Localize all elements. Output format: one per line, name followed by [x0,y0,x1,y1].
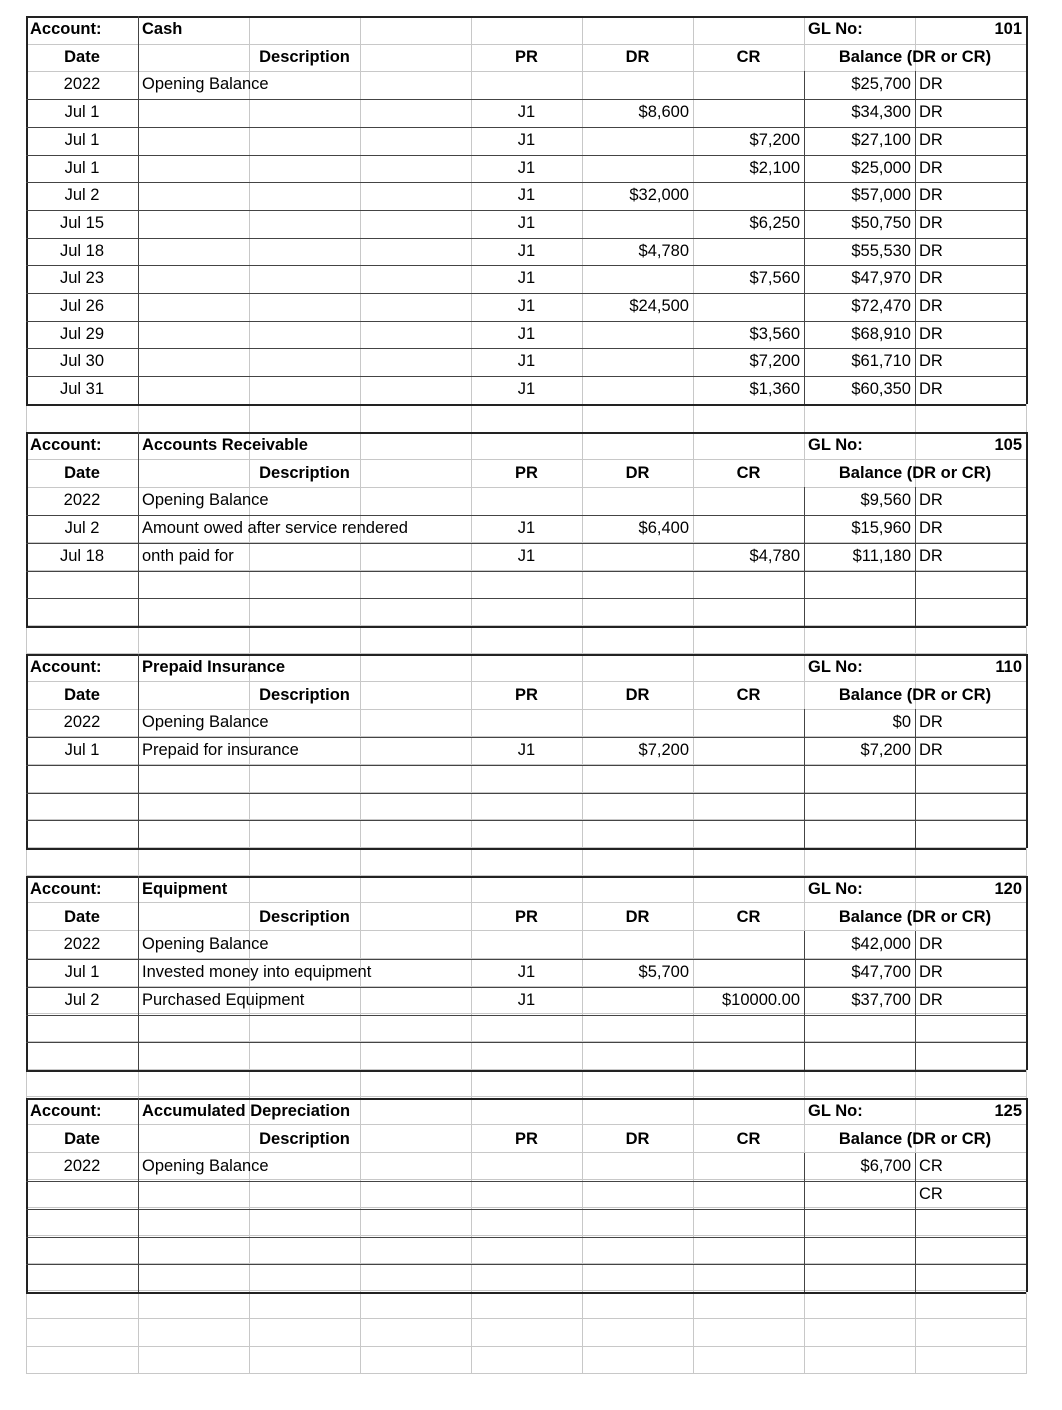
grid-line [138,876,139,1070]
row-description[interactable]: onth paid for [142,546,234,565]
row-balance-side: DR [919,546,943,565]
gl-number: 105 [994,436,1022,454]
grid-line [26,848,1026,850]
grid-line [1026,654,1028,848]
row-pr: J1 [517,352,536,371]
row-balance-side: CR [919,1157,943,1176]
gl-label: GL No: [808,880,863,898]
grid-line [26,1098,28,1292]
grid-line [804,709,805,848]
header-pr: PR [515,47,538,66]
row-balance: $61,710 [851,352,911,371]
header-cr: CR [736,1129,761,1148]
header-balance: Balance (DR or CR) [838,685,992,704]
account-label: Account: [30,20,102,38]
header-pr: PR [515,907,538,926]
grid-line [26,1015,1026,1016]
header-date: Date [64,685,100,704]
header-date: Date [64,1129,100,1148]
grid-line [1026,16,1028,404]
row-balance-side: DR [919,241,943,260]
gl-number: 101 [994,20,1022,38]
row-pr: J1 [517,103,536,122]
row-cr: $7,560 [749,269,800,288]
row-balance-side: DR [919,158,943,177]
row-pr: J1 [517,741,536,760]
row-dr: $24,500 [629,297,689,315]
row-date: Jul 18 [59,241,105,260]
grid-line [26,44,1026,45]
account-name: Cash [142,20,183,38]
grid-line [26,265,1026,266]
row-cr: $7,200 [749,130,800,149]
row-date: Jul 23 [59,269,105,288]
grid-line [26,1124,1026,1125]
row-balance: $60,350 [851,380,911,399]
header-pr: PR [515,1129,538,1148]
grid-line [26,1346,1026,1347]
row-balance: $11,180 [852,546,911,565]
grid-line [804,1153,805,1292]
account-label: Account: [30,1102,102,1120]
header-pr: PR [515,463,538,482]
gl-label: GL No: [808,436,863,454]
grid-line [26,1264,1026,1265]
year-cell: 2022 [63,713,101,732]
grid-line [804,931,805,1070]
header-cr: CR [736,47,761,66]
grid-line [138,654,139,848]
header-description: Description [259,685,350,704]
row-cr: $10000.00 [722,990,800,1009]
row-pr: J1 [517,380,536,399]
row-description[interactable]: Opening Balance [142,713,269,732]
grid-line [26,626,1026,628]
header-dr: DR [625,47,650,66]
grid-line [26,515,1026,516]
row-balance: $6,700 [860,1157,911,1176]
row-pr: J1 [517,186,536,205]
row-pr: J1 [517,158,536,177]
header-dr: DR [625,685,650,704]
row-date: Jul 1 [64,130,100,149]
grid-line [26,127,1026,128]
row-balance-side: DR [919,75,943,94]
row-cr: $7,200 [749,352,800,371]
row-balance-side: DR [919,380,943,399]
grid-line [26,155,1026,156]
row-pr: J1 [517,297,536,315]
row-cr: $2,100 [749,158,800,177]
row-pr: J1 [517,990,536,1009]
account-name: Accounts Receivable [142,436,308,454]
row-pr: J1 [517,130,536,149]
row-balance-side: DR [919,186,943,205]
row-pr: J1 [517,963,536,982]
grid-line [582,16,583,1374]
grid-line [26,681,1026,682]
row-balance-side: DR [919,297,943,315]
gl-label: GL No: [808,1102,863,1120]
grid-line [1026,432,1028,626]
row-balance: $37,700 [851,990,911,1009]
grid-line [26,1181,1026,1182]
row-balance: $57,000 [851,186,911,205]
grid-line [26,793,1026,794]
grid-line [26,487,1026,488]
grid-line [26,71,1026,72]
row-dr: $8,600 [638,103,689,122]
grid-line [26,654,28,848]
account-name: Equipment [142,880,228,898]
row-dr: $5,700 [638,963,689,982]
grid-line [693,16,694,1374]
grid-line [26,1373,1026,1374]
grid-line [26,902,1026,903]
row-description[interactable]: Opening Balance [142,935,269,954]
grid-line [26,1152,1026,1153]
grid-line [26,987,1026,988]
row-balance-side: DR [919,491,943,510]
grid-line [26,654,1026,656]
grid-line [26,432,28,626]
gl-number: 120 [994,880,1022,898]
row-balance-side: DR [919,269,943,288]
row-balance: $7,200 [860,741,911,760]
grid-line [26,1070,1026,1072]
row-date: Jul 2 [64,186,100,205]
gl-number: 125 [994,1102,1022,1120]
header-dr: DR [625,463,650,482]
grid-line [26,182,1026,183]
header-date: Date [64,463,100,482]
grid-line [26,709,1026,710]
header-dr: DR [625,1129,650,1148]
row-date: Jul 1 [64,158,100,177]
grid-line [138,432,139,626]
row-cr: $3,560 [749,324,800,343]
account-label: Account: [30,880,102,898]
row-balance: $72,470 [851,297,911,315]
year-cell: 2022 [63,491,101,510]
grid-line [26,99,1026,100]
grid-line [26,1237,1026,1238]
grid-line [1026,876,1028,1070]
grid-line [26,1098,1026,1100]
row-balance: $27,100 [851,130,911,149]
row-cr: $1,360 [749,380,800,399]
row-balance: $25,700 [851,75,911,94]
grid-line [26,1318,1026,1319]
gl-label: GL No: [808,658,863,676]
row-dr: $7,200 [638,741,689,760]
row-description[interactable]: Invested money into equipment [142,963,372,982]
account-name: Prepaid Insurance [142,658,286,676]
header-balance: Balance (DR or CR) [838,1129,992,1148]
row-cr: $6,250 [749,213,800,232]
grid-line [26,737,1026,738]
grid-line [26,571,1026,572]
grid-line [915,1153,916,1292]
row-pr: J1 [517,546,536,565]
row-balance: $25,000 [851,158,911,177]
grid-line [26,321,1026,322]
row-date: Jul 18 [59,546,105,565]
row-balance-side: DR [919,130,943,149]
row-description[interactable]: Prepaid for insurance [142,741,299,760]
row-pr: J1 [517,519,536,538]
header-description: Description [259,47,350,66]
row-balance: $34,300 [851,103,911,122]
row-balance: $47,970 [851,269,911,288]
row-balance-side: DR [919,741,943,760]
row-balance-side: DR [919,963,943,982]
row-balance-side: DR [919,324,943,343]
grid-line [26,959,1026,960]
row-date: Jul 1 [64,963,100,982]
row-balance: $0 [892,713,911,732]
row-cr: $4,780 [749,546,800,565]
grid-line [26,16,1026,18]
row-date: Jul 31 [59,380,105,399]
row-date: Jul 15 [59,213,105,232]
row-balance-side: DR [919,103,943,122]
row-date: Jul 1 [64,103,100,122]
grid-line [26,876,1026,878]
row-date: Jul 30 [59,352,105,371]
header-dr: DR [625,907,650,926]
row-description[interactable]: Purchased Equipment [142,990,305,1009]
grid-line [915,487,916,626]
year-cell: 2022 [63,1157,101,1176]
row-date: Jul 1 [64,741,100,760]
header-balance: Balance (DR or CR) [838,47,992,66]
row-pr: J1 [517,269,536,288]
grid-line [26,1042,1026,1043]
row-date: Jul 29 [59,324,105,343]
row-balance: $50,750 [851,213,911,232]
row-balance-side: DR [919,713,943,732]
grid-line [26,404,1026,406]
grid-line [26,765,1026,766]
row-date: Jul 2 [64,519,100,538]
grid-line [26,598,1026,599]
grid-line [26,210,1026,211]
gl-number: 110 [995,658,1022,676]
account-label: Account: [30,436,102,454]
grid-line [26,432,1026,434]
row-description[interactable]: Amount owed after service rendered [142,519,408,538]
grid-line [26,376,1026,377]
grid-line [915,709,916,848]
row-balance-side: DR [919,935,943,954]
header-date: Date [64,47,100,66]
row-date: Jul 26 [59,297,105,315]
grid-line [26,238,1026,239]
grid-line [138,1098,139,1292]
row-balance: $55,530 [851,241,911,260]
header-description: Description [259,1129,350,1148]
grid-line [26,459,1026,460]
row-balance: $15,960 [851,519,911,538]
row-balance-side: DR [919,352,943,371]
row-pr: J1 [517,241,536,260]
row-balance: $47,700 [851,963,911,982]
header-cr: CR [736,685,761,704]
grid-line [804,487,805,626]
row-balance: $9,560 [860,491,911,510]
grid-line [26,820,1026,821]
grid-line [26,1292,1026,1294]
row-dr: $32,000 [629,186,689,205]
grid-line [26,293,1026,294]
row-balance-side: DR [919,519,943,538]
grid-line [26,348,1026,349]
header-description: Description [259,907,350,926]
year-cell: 2022 [63,75,101,94]
grid-line [1026,1098,1028,1292]
header-date: Date [64,907,100,926]
account-label: Account: [30,658,102,676]
grid-line [26,543,1026,544]
row-balance-side: DR [919,213,943,232]
gl-label: GL No: [808,20,863,38]
year-cell: 2022 [63,935,101,954]
grid-line [915,931,916,1070]
header-cr: CR [736,907,761,926]
header-pr: PR [515,685,538,704]
row-balance-side: DR [919,990,943,1009]
grid-line [26,876,28,1070]
header-description: Description [259,463,350,482]
account-name: Accumulated Depreciation [142,1102,351,1120]
header-cr: CR [736,463,761,482]
row-balance-side: CR [919,1185,943,1204]
grid-line [26,1209,1026,1210]
row-dr: $4,780 [638,241,689,260]
row-description[interactable]: Opening Balance [142,1157,269,1176]
row-description[interactable]: Opening Balance [142,491,269,510]
row-date: Jul 2 [64,990,100,1009]
header-balance: Balance (DR or CR) [838,907,992,926]
row-description[interactable]: Opening Balance [142,75,269,94]
header-balance: Balance (DR or CR) [838,463,992,482]
row-balance: $68,910 [851,324,911,343]
row-pr: J1 [517,324,536,343]
row-pr: J1 [517,213,536,232]
row-dr: $6,400 [638,519,689,538]
row-balance: $42,000 [851,935,911,954]
grid-line [26,930,1026,931]
